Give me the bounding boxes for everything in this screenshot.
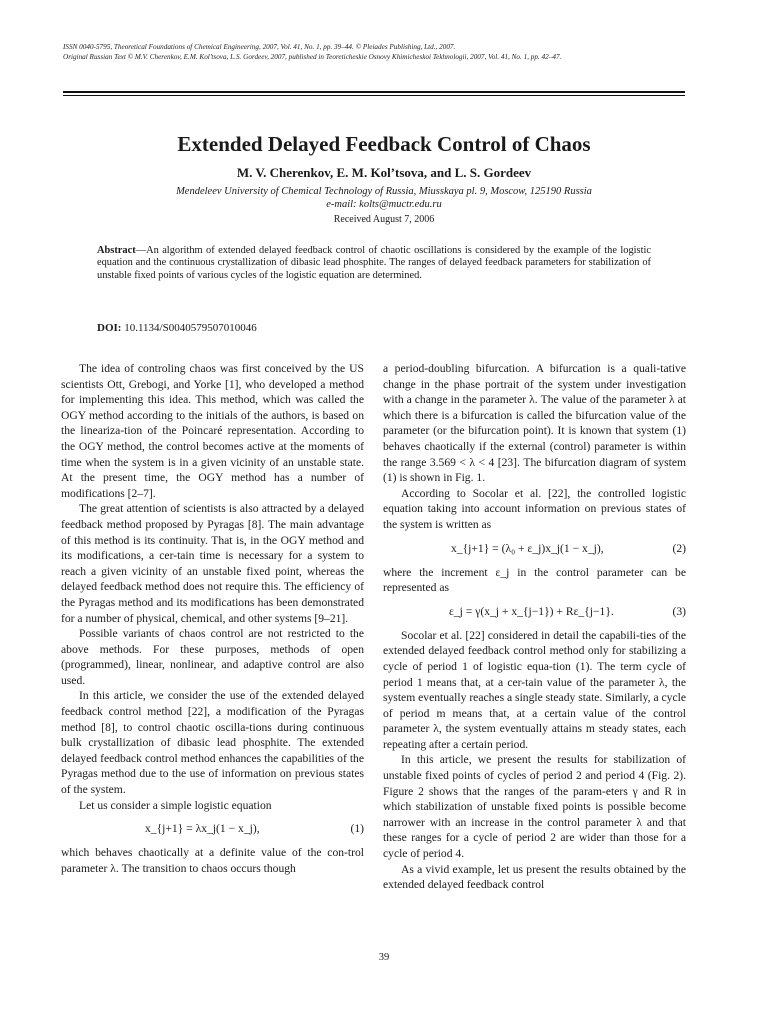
header-line-2: Original Russian Text © M.V. Cherenkov, E.M. Kol’tsova, L.S. Gordeev, 2007, published in Teoreticheskie Osnovy Khimicheskoi Tekhnologii, 2007, Vol. 41, No. 1, pp. 42–47. xyxy=(63,53,562,61)
paragraph: Let us consider a simple logistic equation xyxy=(79,798,272,812)
equation-2 xyxy=(383,533,686,565)
equation-1-number: (1) xyxy=(350,822,364,836)
header-line-1: ISSN 0040-5795, Theoretical Foundations of Chemical Engineering, 2007, Vol. 41, No. 1, pp. 39–44. © Pleiades Publishing, Ltd., 2007. xyxy=(63,43,456,51)
received-date: Received August 7, 2006 xyxy=(333,214,435,225)
paper-authors: M. V. Cherenkov, E. M. Kol’tsova, and L. S. Gordeev xyxy=(236,165,532,180)
paragraph: As a vivid example, let us present the results obtained by the extended delayed feedback control xyxy=(383,862,686,892)
paragraph: The great attention of scientists is also attracted by a delayed feedback method proposed by Pyragas [8]. The main advantage of this method is its continuity. That is, in the OGY method and its modifications, a cer-tain time is necessary for a system to reach a given vicinity of an unstable fixed point, whereas the delayed feedback method does not require this. The efficiency of the Pyragas method and its modifications has been demonstrated for a number of physical, chemical, and other systems [9–21]. xyxy=(61,502,364,625)
left-column xyxy=(61,361,364,876)
header-rule-thick xyxy=(63,91,685,93)
equation-2-number: (2) xyxy=(672,541,686,555)
paragraph: According to Socolar et al. [22], the controlled logistic equation taking into account information on previous states of the system is written as xyxy=(383,486,686,531)
header-rule-thin xyxy=(63,95,685,96)
paragraph: In this article, we consider the use of the extended delayed feedback control method [22], a modification of the Pyragas method [8], to control chaotic oscilla-tions during continuous bulk crystallization of dibasic lead phosphite. The extended delayed feedback control method enhances the capabilities of the Pyragas method due to the use of information on previous states of the system. xyxy=(61,689,364,797)
equation-3 xyxy=(383,596,686,628)
equation-2-formula: x_{j+1} = (λ₀ + ε_j)x_j(1 − x_j), xyxy=(451,541,604,555)
paragraph: where the increment ε_j in the control parameter can be represented as xyxy=(383,565,686,595)
paragraph: Possible variants of chaos control are not restricted to the above methods. For these purposes, methods of open (programmed), linear, nonlinear, and adaptive control are also used. xyxy=(61,627,364,687)
paragraph: The idea of controling chaos was first conceived by the US scientists Ott, Grebogi, and Yorke [1], who developed a method for implementing this idea. This method, which was called the OGY method according to the initials of the authors, is based on the lineariza-tion of the Poincaré representation. According to the OGY method, the control becomes active at the moments of time when the system is in a given vicinity of an unstable state. At the present time, the OGY method has a number of modifications [2–7]. xyxy=(61,362,364,500)
equation-3-formula: ε_j = γ(x_j + x_{j−1}) + Rε_{j−1}. xyxy=(449,604,614,618)
right-column xyxy=(383,361,686,893)
abstract-label: Abstract xyxy=(97,245,136,256)
affiliation-block xyxy=(0,185,768,211)
paragraph: In this article, we present the results for stabilization of unstable fixed points of cycles of period 2 and period 4 (Fig. 2). Figure 2 shows that the ranges of the param-eters γ and R in which stabilization of unstable fixed points is possible become narrower with an increase in the control parameter λ and that these ranges for a cycle of period 2 are wider than those for a cycle of period 4. xyxy=(383,753,686,861)
paragraph: which behaves chaotically at a definite value of the con-trol parameter λ. The transition to chaos occurs though xyxy=(61,846,364,875)
email: e-mail: kolts@muctr.edu.ru xyxy=(326,199,442,210)
abstract xyxy=(97,245,651,282)
doi-value: 10.1134/S0040579507010046 xyxy=(124,322,257,334)
abstract-text: —An algorithm of extended delayed feedback control of chaotic oscillations is considered by the example of the logistic equation and the continuous crystallization of dibasic lead phosphite. The ranges of delayed feedback parameters for stabilization of unstable fixed points of various cycles of the logistic equation are determined. xyxy=(97,245,651,281)
doi xyxy=(97,321,257,335)
paragraph: Socolar et al. [22] considered in detail the capabili-ties of the extended delayed feedback control method only for stabilizing a cycle of period 1 of logistic equa-tion (1). The term cycle of period 1 means that, at a cer-tain value of the parameter λ, the system eventually reaches a single steady state. Similarly, a cycle of period m means that, at a certain value of the control parameter λ, the system eventually attains m steady states, each repeating after a certain period. xyxy=(383,628,686,751)
doi-label: DOI: xyxy=(97,322,122,334)
affiliation: Mendeleev University of Chemical Technology of Russia, Miusskaya pl. 9, Moscow, 125190 Russia xyxy=(176,186,592,197)
equation-1 xyxy=(61,813,364,845)
paper-title: Extended Delayed Feedback Control of Chaos xyxy=(177,132,591,156)
journal-header xyxy=(63,42,703,62)
equation-3-number: (3) xyxy=(672,604,686,618)
equation-1-formula: x_{j+1} = λx_j(1 − x_j), xyxy=(145,822,260,836)
page-number: 39 xyxy=(378,952,390,963)
paragraph: a period-doubling bifurcation. A bifurcation is a quali-tative change in the phase portrait of the system under investigation with a change in the parameter λ. The value of the parameter λ at which there is a bifurcation is called the bifurcation value of the parameter (or the bifurcation point). It is known that system (1) behaves chaotically if the external (control) parameter is within the range 3.569 < λ < 4 [23]. The bifurcation diagram of system (1) is shown in Fig. 1. xyxy=(383,362,686,485)
